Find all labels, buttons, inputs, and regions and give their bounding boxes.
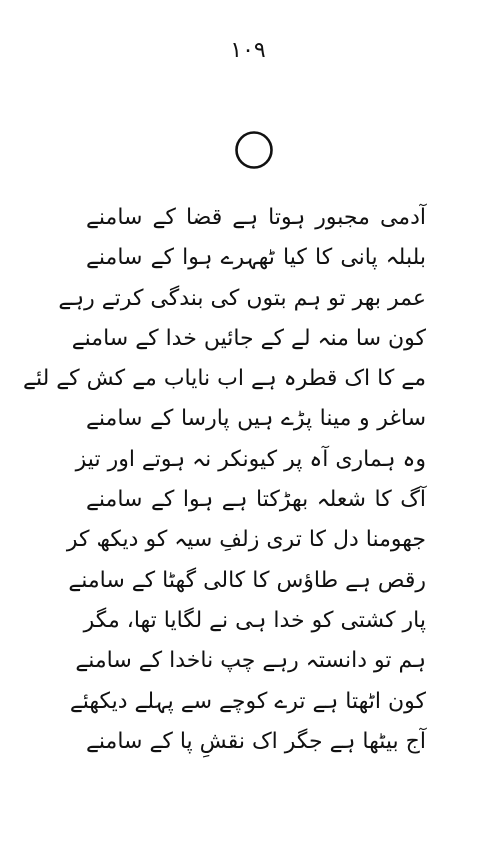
verse-line: عمر بھر تو ہم بتوں کی بندگی کرتے رہے — [58, 285, 426, 311]
verse-line: آدمی مجبور ہوتا ہے قضا کے سامنے — [86, 205, 426, 230]
circle-ornament-icon — [234, 130, 274, 170]
verse-line: جھومنا دل کا تری زلفِ سیہ کو دیکھ کر — [66, 527, 426, 553]
verse-line: وہ ہماری آہ پر کیونکر نہ ہوتے اور تیز — [75, 446, 426, 472]
verse-line: مے کا اک قطرہ ہے اب نایاب مے کش کے لئے — [23, 366, 426, 392]
verse-line: بلبلہ پانی کا کیا ٹھہرے ہوا کے سامنے — [86, 245, 426, 271]
page-number: ۱۰۹ — [230, 38, 266, 63]
verse-line: رقص ہے طاؤس کا کالی گھٹا کے سامنے — [68, 567, 426, 593]
verse-line: آگ کا شعلہ بھڑکتا ہے ہوا کے سامنے — [86, 487, 426, 513]
ghazal-verses — [23, 198, 426, 762]
verse-line: پار کشتی کو خدا ہی نے لگایا تھا، مگر — [83, 607, 426, 633]
verse-line: کون اٹھتا ہے ترے کوچے سے پہلے دیکھئے — [69, 688, 426, 714]
verse-line: آج بیٹھا ہے جگر اک نقشِ پا کے سامنے — [86, 728, 426, 754]
verse-line: کون سا منہ لے کے جائیں خدا کے سامنے — [71, 325, 426, 351]
verse-line: ساغر و مینا پڑے ہیں پارسا کے سامنے — [86, 406, 426, 432]
verse-line: ہم تو دانستہ رہے چپ ناخدا کے سامنے — [75, 648, 426, 674]
